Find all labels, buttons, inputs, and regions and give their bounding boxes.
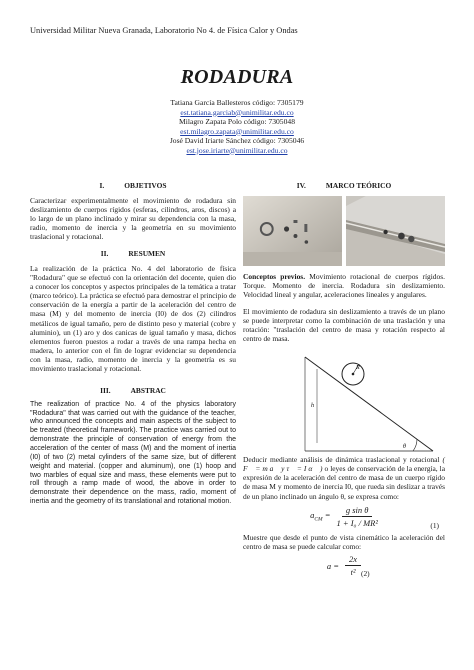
section-title: MARCO TEÓRICO bbox=[325, 181, 392, 190]
para2-suffix: o leyes de conservación de la energía, la expresión de la aceleración del centro de masa de un cuerpo rígido de masa M y momento de inercia I0, que rueda sin deslizar a través de un plano inclinado un ángulo θ, se expresa como: bbox=[243, 464, 445, 501]
section-title: ABSTRAC bbox=[130, 385, 166, 395]
height-label: h bbox=[311, 403, 314, 410]
author-block bbox=[0, 98, 474, 155]
eq2-denominator: t² bbox=[350, 567, 356, 578]
marco-paragraph-1: El movimiento de rodadura sin deslizamiento a través de un plano se puede interpretar como la combinación de una traslación y una rotación: "traslación del centro de masa y rotación respecto al centro de masa. bbox=[243, 307, 445, 344]
section-heading-abstrac bbox=[30, 386, 236, 395]
para2-prefix: Deducir mediante análisis de dinámica traslacional y rotacional bbox=[243, 455, 440, 465]
section-number: III. bbox=[100, 385, 111, 395]
eq2-lhs: a = bbox=[326, 560, 340, 571]
section-title: RESUMEN bbox=[128, 249, 166, 259]
eq1-numerator: g sin θ bbox=[342, 505, 373, 517]
marco-paragraph-2 bbox=[243, 455, 445, 500]
eq1-lhs-subscript: CM bbox=[314, 516, 323, 523]
section-number: I. bbox=[99, 181, 105, 190]
section-heading-resumen bbox=[30, 249, 236, 258]
eq1-fraction bbox=[336, 505, 377, 528]
eq1-lhs-symbol: a bbox=[310, 510, 315, 521]
author-email[interactable]: est.tatiana.garciab@unimilitar.edu.co bbox=[180, 107, 294, 117]
lab-photo-ramp bbox=[346, 196, 445, 266]
equation-1 bbox=[243, 501, 445, 533]
left-column bbox=[30, 181, 236, 507]
photo-row bbox=[243, 196, 445, 266]
author-name: Milagro Zapata Polo código: 7305048 bbox=[179, 117, 295, 126]
lab-photo-objects bbox=[243, 196, 342, 266]
eq1-tag: (1) bbox=[430, 520, 439, 530]
para2-equation: ( F⃗ = m a⃗ y τ⃗ = I α⃗ ) bbox=[243, 455, 445, 474]
incline-ramp-line bbox=[305, 357, 433, 451]
angle-arc bbox=[413, 439, 417, 451]
incline-diagram bbox=[243, 347, 445, 453]
photo-objects-image bbox=[243, 196, 342, 266]
section-title: OBJETIVOS bbox=[124, 181, 167, 190]
photo-ramp-image bbox=[346, 196, 445, 266]
eq2-tag: (2) bbox=[361, 568, 370, 578]
objetivos-text: Caracterizar experimentalmente el movimiento de rodadura sin deslizamiento de cuerpos rígidos (esferas, cilindros, aros, discos) a lo largo de un plano inclinado y mirar su dependencia con la masa, radio, momento de inercia y la geometría en su movimiento traslacional y rotacional. bbox=[30, 196, 236, 242]
eq1-lhs: $a_{CM}$ = bbox=[310, 510, 331, 523]
author-name: Tatiana García Ballesteros código: 7305179 bbox=[170, 98, 304, 107]
author-name: José David Iriarte Sánchez código: 7305046 bbox=[169, 136, 305, 145]
author-email[interactable]: est.milagro.zapata@unimilitar.edu.co bbox=[180, 126, 294, 136]
keywords-label: Conceptos previos. bbox=[243, 272, 306, 281]
page-title: RODADURA bbox=[180, 66, 294, 88]
eq1-denominator: 1 + I₀ / MR² bbox=[336, 518, 378, 529]
marco-paragraph-3: Muestre que desde el punto de vista cinemático la aceleración del centro de masa se puede calcular como: bbox=[243, 532, 445, 551]
section-heading-objetivos bbox=[30, 181, 236, 190]
section-heading-marco bbox=[243, 181, 445, 190]
incline-diagram-svg bbox=[243, 347, 445, 453]
keywords-paragraph bbox=[243, 272, 445, 299]
right-column bbox=[243, 181, 445, 581]
resumen-text: La realización de la práctica No. 4 del laboratorio de física "Rodadura" que se efectuó con la orientación del docente, quien dio a conocer los conceptos y aspectos principales de la temática a tratar (marco teórico). La práctica se efectuó para demostrar el principio de conservación de la energía a partir de la aceleración del centro de masa (M) y del momento de inercia (I0) de dos (2) cilindros metálicos de igual tamaño, pero de distinto peso y material (cobre y aluminio), un (1) aro y dos canicas de igual tamaño y masa, dichos elementos fueron puestos a rodar a través de una rampa hecha en madera, lo anterior con el fin de lograr evidenciar su dependencia con la masa, radio, momento de inercia y la geometría es su movimiento traslacional y rotacional. bbox=[30, 264, 236, 373]
radius-label: R bbox=[356, 365, 360, 372]
section-number: II. bbox=[100, 249, 109, 259]
abstrac-text: The realization of practice No. 4 of the physics laboratory "Rodadura" that was carried out with the guidance of the teacher, who announced the concepts and main aspects of the subject to be treated (theoretical framework). The practice was carried out to demonstrate the principle of conservation of energy from the acceleration of the center of mass (M) and the moment of inertia (I0) of two (2) metal cylinders of the same size, but of different weight and material. (copper and aluminum), one (1) hoop and two marbles of equal size and mass, these elements were put to roll through a ramp made of wood, the above in order to demonstrate their dependence on the mass, radio, moment of inertia and the geometry of its translational and rotational motion. bbox=[30, 400, 236, 506]
author-email[interactable]: est.jose.iriarte@unimilitar.edu.co bbox=[186, 145, 288, 155]
keywords-text: Movimiento rotacional de cuerpos rígidos. Torque. Momento de inercia. Rodadura sin deslizamiento. Velocidad lineal y angular, aceleraciones lineales y angulares. bbox=[243, 272, 445, 300]
eq2-fraction bbox=[345, 554, 361, 577]
eq2-numerator: 2x bbox=[345, 554, 361, 566]
section-number: IV. bbox=[296, 181, 306, 190]
angle-label: θ bbox=[403, 444, 406, 451]
equation-2 bbox=[243, 551, 445, 581]
running-header: Universidad Militar Nueva Granada, Laboratorio No 4. de Física Calor y Ondas bbox=[30, 26, 298, 35]
